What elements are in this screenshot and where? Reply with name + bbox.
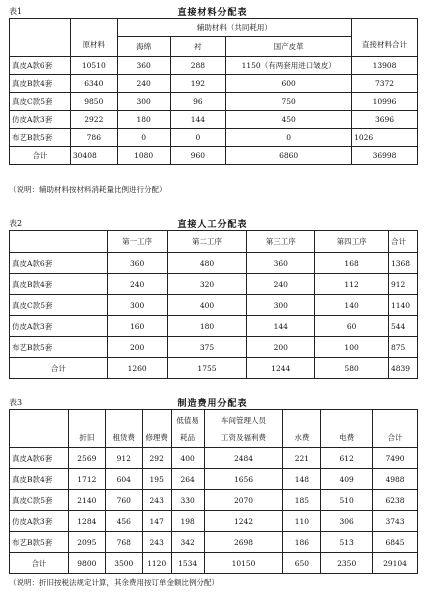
- col-header: 租赁费: [105, 410, 142, 448]
- table2-title: 直接人工分配表: [177, 220, 248, 230]
- cell: 480: [167, 253, 247, 274]
- cell: 4839: [388, 358, 417, 379]
- table-row: [10, 469, 418, 490]
- table-row: [10, 532, 418, 553]
- row-label: 布艺B款5套: [10, 129, 71, 147]
- cell: 320: [167, 274, 247, 295]
- cell: 600: [226, 75, 352, 93]
- row-label: 真皮A款6套: [10, 57, 71, 75]
- cell: 400: [171, 448, 204, 469]
- corner-cell: [10, 19, 71, 57]
- col-header-workshop-salary: [204, 410, 283, 448]
- cell: 400: [167, 295, 247, 316]
- cell: 112: [315, 274, 389, 295]
- cell: 300: [247, 295, 315, 316]
- row-label: 合计: [10, 358, 108, 379]
- cell: 110: [283, 511, 321, 532]
- cell: 360: [247, 253, 315, 274]
- cell: 100: [315, 337, 389, 358]
- cell: 240: [107, 274, 167, 295]
- cell: 4988: [373, 469, 418, 490]
- cell: 160: [107, 316, 167, 337]
- total-row: [10, 358, 418, 379]
- row-label: 真皮C款5套: [10, 490, 69, 511]
- row-label: 布艺B款5套: [10, 337, 108, 358]
- col-header: 国产皮革: [226, 37, 352, 57]
- cell: 1712: [68, 469, 105, 490]
- cell: 604: [105, 469, 142, 490]
- col-header: 衬: [170, 37, 226, 57]
- col-header: 电费: [321, 410, 373, 448]
- cell: 6860: [226, 147, 352, 165]
- cell: 1260: [107, 358, 167, 379]
- row-label: 仿皮A款3套: [10, 316, 108, 337]
- cell: 513: [321, 532, 373, 553]
- cell: 750: [226, 93, 352, 111]
- cell: 2140: [68, 490, 105, 511]
- row-label: 真皮A款6套: [10, 253, 108, 274]
- cell: 221: [283, 448, 321, 469]
- cell: 912: [105, 448, 142, 469]
- row-label: 合计: [10, 147, 71, 165]
- cell: 1140: [388, 295, 417, 316]
- cell: 7372: [352, 75, 418, 93]
- cell: 147: [142, 511, 171, 532]
- col-header: 合计: [388, 231, 417, 253]
- cell: 768: [105, 532, 142, 553]
- cell: 3500: [105, 553, 142, 574]
- cell: 456: [105, 511, 142, 532]
- total-row: [10, 147, 418, 165]
- cell: 6340: [70, 75, 117, 93]
- cell: 1026: [352, 129, 418, 147]
- cell: 342: [171, 532, 204, 553]
- cell: 544: [388, 316, 417, 337]
- cell: 10150: [204, 553, 283, 574]
- cell: 195: [142, 469, 171, 490]
- cell: 1368: [388, 253, 417, 274]
- table-row: [10, 93, 418, 111]
- cell: 148: [283, 469, 321, 490]
- cell: 300: [107, 295, 167, 316]
- table-row: [10, 274, 418, 295]
- cell: 288: [170, 57, 226, 75]
- cell: 330: [171, 490, 204, 511]
- manufacturing-overhead-table: [9, 409, 418, 574]
- cell: 510: [321, 490, 373, 511]
- row-label: 仿皮A款3套: [10, 511, 69, 532]
- cell: 96: [170, 93, 226, 111]
- aux-material-header: 辅助材料（共同耗用）: [117, 19, 351, 37]
- cell: 2569: [68, 448, 105, 469]
- col-header-line: 低值易: [176, 415, 199, 425]
- col-header-line: 耗品: [180, 432, 196, 442]
- table-row: [10, 337, 418, 358]
- cell: 1534: [171, 553, 204, 574]
- cell: 13908: [352, 57, 418, 75]
- cell: 1755: [167, 358, 247, 379]
- corner-cell: [10, 410, 69, 448]
- cell: 192: [170, 75, 226, 93]
- total-row: [10, 553, 418, 574]
- cell: 1080: [117, 147, 170, 165]
- cell: 2484: [204, 448, 283, 469]
- table-row: [10, 75, 418, 93]
- cell: 60: [315, 316, 389, 337]
- cell: 2350: [321, 553, 373, 574]
- cell: 144: [170, 111, 226, 129]
- row-label: 真皮B款4套: [10, 274, 108, 295]
- cell: 760: [105, 490, 142, 511]
- row-label: 布艺B款5套: [10, 532, 69, 553]
- cell: 3696: [352, 111, 418, 129]
- cell: 185: [283, 490, 321, 511]
- table-row: [10, 490, 418, 511]
- col-header-line: 车间管理人员: [221, 415, 267, 425]
- col-header: 第三工序: [247, 231, 315, 253]
- col-header: 海绵: [117, 37, 170, 57]
- cell: 1150（有两套用进口皱皮）: [226, 57, 352, 75]
- col-header: 合计: [373, 410, 418, 448]
- cell: 0: [117, 129, 170, 147]
- direct-labor-table: [9, 230, 418, 379]
- col-header: 折旧: [68, 410, 105, 448]
- cell: 1242: [204, 511, 283, 532]
- cell: 2070: [204, 490, 283, 511]
- table3-title: 制造费用分配表: [177, 399, 248, 409]
- cell: 612: [321, 448, 373, 469]
- col-header: 第四工序: [315, 231, 389, 253]
- table2-label: 表2: [9, 219, 23, 228]
- table1-section: [0, 4, 425, 194]
- cell: 140: [315, 295, 389, 316]
- table-row: [10, 316, 418, 337]
- table3-section: [0, 395, 425, 587]
- cell: 0: [226, 129, 352, 147]
- table1-title: 直接材料分配表: [177, 8, 248, 18]
- cell: 960: [170, 147, 226, 165]
- cell: 168: [315, 253, 389, 274]
- cell: 10996: [352, 93, 418, 111]
- cell: 36998: [352, 147, 418, 165]
- cell: 786: [70, 129, 117, 147]
- row-label: 真皮B款4套: [10, 469, 69, 490]
- cell: 2922: [70, 111, 117, 129]
- cell: 200: [107, 337, 167, 358]
- cell: 360: [107, 253, 167, 274]
- cell: 264: [171, 469, 204, 490]
- cell: 240: [117, 75, 170, 93]
- cell: 450: [226, 111, 352, 129]
- cell: 30408: [70, 147, 117, 165]
- cell: 243: [142, 532, 171, 553]
- cell: 1244: [247, 358, 315, 379]
- cell: 180: [117, 111, 170, 129]
- cell: 2698: [204, 532, 283, 553]
- row-label: 真皮A款6套: [10, 448, 69, 469]
- row-label: 仿皮A款3套: [10, 111, 71, 129]
- cell: 3743: [373, 511, 418, 532]
- table-row: [10, 253, 418, 274]
- cell: 1284: [68, 511, 105, 532]
- row-label: 合计: [10, 553, 69, 574]
- row-label: 真皮B款4套: [10, 75, 71, 93]
- cell: 9800: [68, 553, 105, 574]
- cell: 292: [142, 448, 171, 469]
- cell: 240: [247, 274, 315, 295]
- row-label: 真皮C款5套: [10, 93, 71, 111]
- cell: 360: [117, 57, 170, 75]
- table-row: [10, 129, 418, 147]
- table-row: [10, 111, 418, 129]
- cell: 300: [117, 93, 170, 111]
- cell: 1656: [204, 469, 283, 490]
- cell: 10510: [70, 57, 117, 75]
- cell: 375: [167, 337, 247, 358]
- col-header: 第一工序: [107, 231, 167, 253]
- table-row: [10, 57, 418, 75]
- cell: 0: [170, 129, 226, 147]
- col-header: 水费: [283, 410, 321, 448]
- cell: 650: [283, 553, 321, 574]
- table2-section: [0, 216, 425, 373]
- cell: 144: [247, 316, 315, 337]
- col-header: 修理费: [142, 410, 171, 448]
- cell: 2095: [68, 532, 105, 553]
- cell: 1120: [142, 553, 171, 574]
- cell: 912: [388, 274, 417, 295]
- direct-material-table: [9, 18, 418, 165]
- cell: 29104: [373, 553, 418, 574]
- col-header-low-value: [171, 410, 204, 448]
- corner-cell: [10, 231, 108, 253]
- cell: 580: [315, 358, 389, 379]
- cell: 186: [283, 532, 321, 553]
- cell: 306: [321, 511, 373, 532]
- table3-note: （说明：折旧按税法规定计算，其余费用按订单金额比例分配）: [9, 578, 219, 587]
- col-header: 直接材料合计: [352, 19, 418, 57]
- cell: 9850: [70, 93, 117, 111]
- cell: 200: [247, 337, 315, 358]
- table-row: [10, 511, 418, 532]
- col-header-line: 工资及福利费: [221, 432, 267, 442]
- cell: 409: [321, 469, 373, 490]
- cell: 875: [388, 337, 417, 358]
- table1-note: （说明：辅助材料按材料消耗量比例进行分配）: [9, 185, 167, 194]
- table-row: [10, 448, 418, 469]
- cell: 7490: [373, 448, 418, 469]
- table3-label: 表3: [9, 398, 23, 407]
- col-header: 第二工序: [167, 231, 247, 253]
- cell: 243: [142, 490, 171, 511]
- cell: 180: [167, 316, 247, 337]
- table-row: [10, 295, 418, 316]
- table1-label: 表1: [9, 7, 23, 16]
- row-label: 真皮C款5套: [10, 295, 108, 316]
- cell: 6238: [373, 490, 418, 511]
- col-header: 原材料: [70, 19, 117, 57]
- cell: 198: [171, 511, 204, 532]
- cell: 6845: [373, 532, 418, 553]
